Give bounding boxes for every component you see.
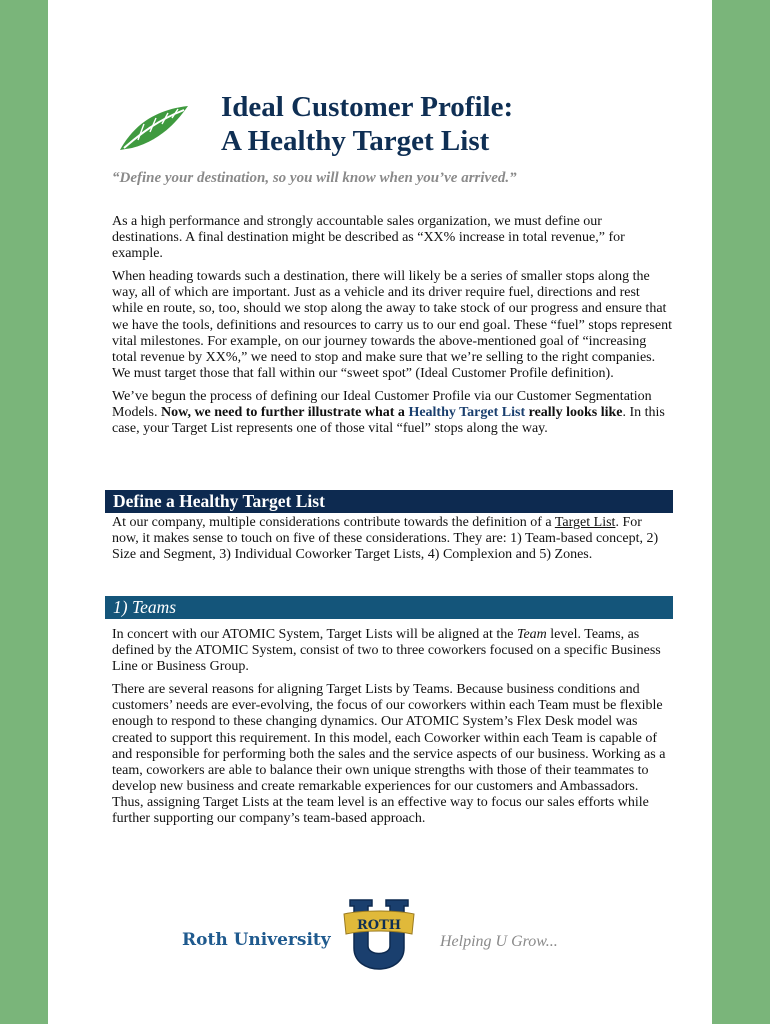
section-heading-define: Define a Healthy Target List xyxy=(105,490,673,513)
intro-paragraph-1: As a high performance and strongly accountable sales organization, we must define our destinations. A final destination might be described as “XX% increase in total revenue,” for example. xyxy=(112,214,625,262)
title-line-2: A Healthy Target List xyxy=(221,125,490,157)
intro-p3-text-a: We’ve begun the process of defining our Ideal Customer Profile via our Customer Segmentation Models. xyxy=(112,388,652,421)
intro-paragraph-2: When heading towards such a destination, there will likely be a series of smaller stops along the way, all of which are important. Just as a vehicle and its driver require fuel, directions and rest while en route, so, too, should we stop along the away to take stock of our progress and ensure that we have the tools, definitions and resources to carry us to our end goal. These “fuel” stops represent vital milestones. For example, on our journey towards the above-mentioned goal of “increasing total revenue by XX%,” we need to stop and make sure that we’re selling to the right companies. We must target those that fall within our “sweet spot” (Ideal Customer Profile definition). xyxy=(112,269,672,381)
teams-paragraph-1 xyxy=(112,627,672,675)
team-term: Team xyxy=(516,627,547,642)
page-title xyxy=(221,90,513,158)
healthy-target-list-phrase: Healthy Target List xyxy=(408,405,526,421)
u-shield-icon xyxy=(342,898,416,976)
tagline: “Define your destination, so you will know when you’ve arrived.” xyxy=(112,170,517,186)
intro-p3-text-e: . In this case, your Target List represents one of those vital “fuel” stops along the way. xyxy=(112,405,665,437)
intro-p3-text-b: Now, we need to further illustrate what a xyxy=(161,405,409,421)
document-page xyxy=(48,0,712,1024)
target-list-term: Target List xyxy=(554,515,616,530)
define-paragraph xyxy=(112,515,672,563)
footer-slogan: Helping U Grow... xyxy=(440,933,558,950)
teams-text-a: In concert with our ATOMIC System, Target Lists will be aligned at the xyxy=(112,627,517,642)
teams-text-c: level. Teams, as defined by the ATOMIC System, consist of two to three coworkers focused on a specific Business Line or Business Group. xyxy=(112,627,661,675)
teams-paragraph-2: There are several reasons for aligning Target Lists by Teams. Because business conditions and customers’ needs are ever-evolving, the focus of our coworkers within each Team must be flexible enough to respond to these changing dynamics. Our ATOMIC System’s Flex Desk model was created to support this requirement. In this model, each Coworker within each Team is capable of and responsible for performing both the sales and the service aspects of our business. Working as a team, coworkers are able to balance their own unique strengths with those of their teammates to develop new business and create remarkable experiences for our customers and Ambassadors. Thus, assigning Target Lists at the team level is an effective way to focus our sales efforts while further supporting our company’s team-based approach. xyxy=(112,682,666,827)
leaf-logo-icon xyxy=(118,98,190,154)
title-line-1: Ideal Customer Profile: xyxy=(221,91,514,123)
intro-paragraph-3 xyxy=(112,389,672,437)
roth-u-logo xyxy=(342,898,416,976)
section-heading-teams: 1) Teams xyxy=(105,596,673,619)
intro-p3-text-d: really looks like xyxy=(525,405,623,421)
define-section xyxy=(112,515,672,570)
define-text-c: . For now, it makes sense to touch on five of these considerations. They are: 1) Team-based concept, 2) Size and Segment, 3) Individual Coworker Target Lists, 4) Complexion and 5) Zones. xyxy=(112,515,659,563)
footer-org-name: Roth University xyxy=(182,930,331,950)
intro-section xyxy=(112,214,672,444)
roth-banner-text: ROTH xyxy=(356,918,402,933)
define-text-a: At our company, multiple considerations contribute towards the definition of a xyxy=(112,515,555,530)
teams-section xyxy=(112,627,672,834)
